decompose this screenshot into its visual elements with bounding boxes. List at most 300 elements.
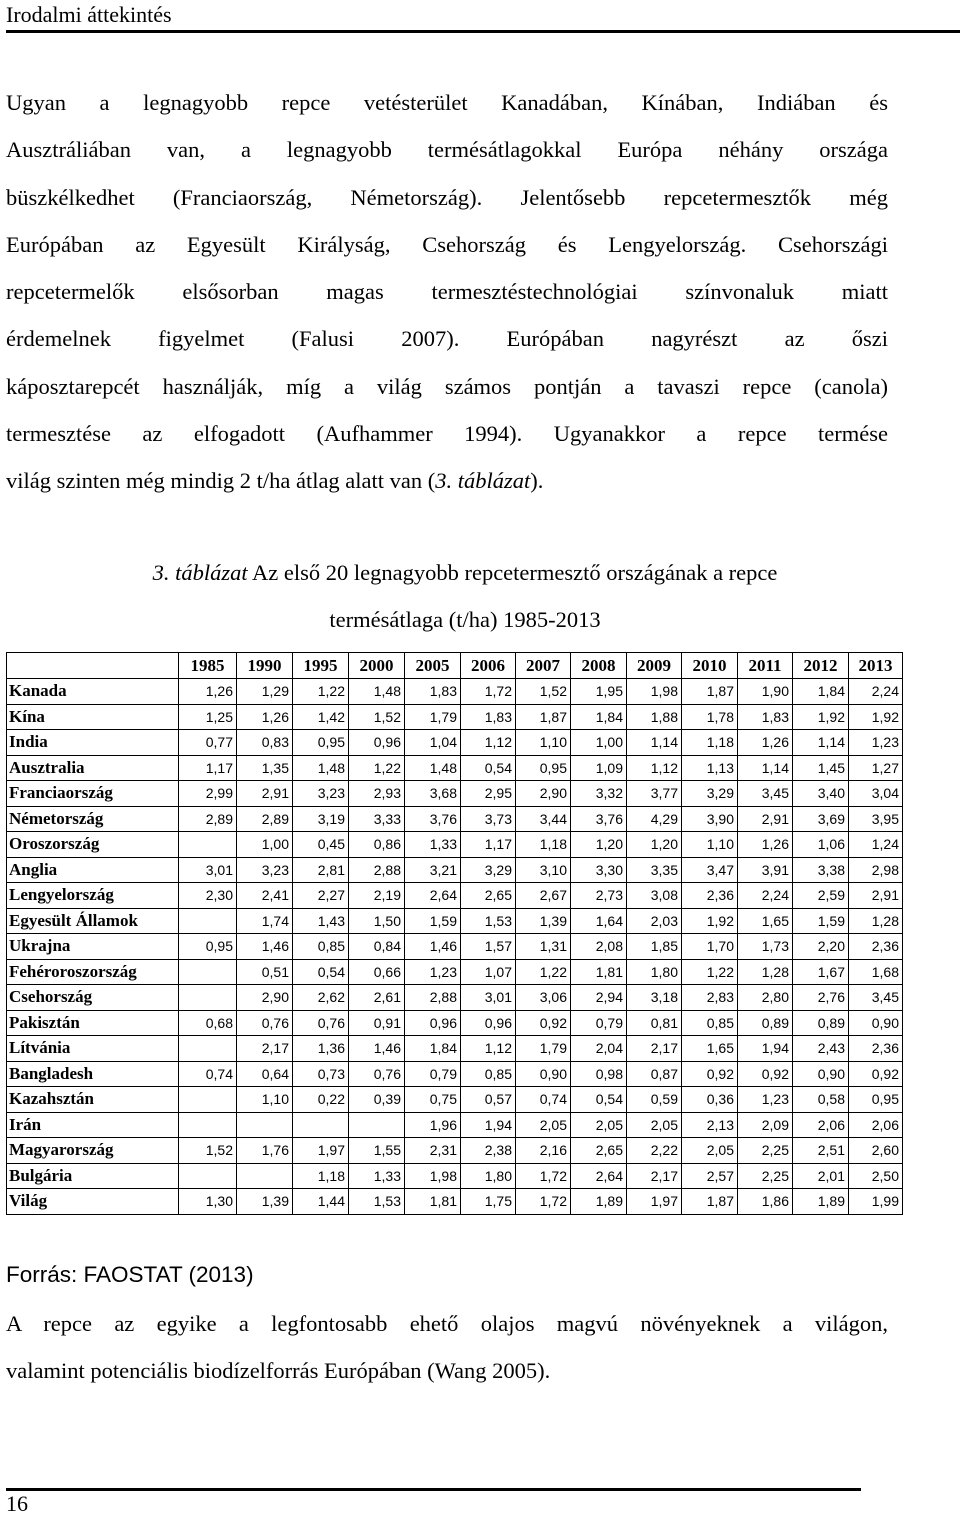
yield-cell: 0,54 (461, 755, 516, 781)
yield-cell: 3,76 (405, 806, 461, 832)
yield-cell: 1,48 (405, 755, 461, 781)
paragraph-line: repcetermelők elsősorban magas termesztéstechnológiai színvonaluk miatt (6, 279, 888, 305)
yield-cell (179, 908, 237, 934)
yield-cell: 1,46 (349, 1036, 405, 1062)
yield-cell: 2,91 (237, 781, 293, 807)
yield-cell: 2,24 (849, 679, 903, 705)
yield-cell: 0,77 (179, 730, 237, 756)
table-row (7, 832, 903, 858)
yield-cell: 3,73 (461, 806, 516, 832)
yield-cell: 1,12 (461, 1036, 516, 1062)
yield-cell: 1,85 (627, 934, 682, 960)
yield-cell: 1,98 (405, 1163, 461, 1189)
yield-cell: 3,47 (682, 857, 738, 883)
year-header: 2000 (349, 653, 405, 679)
country-cell: Lengyelország (7, 883, 179, 909)
yield-cell: 1,45 (793, 755, 849, 781)
yield-cell: 1,50 (349, 908, 405, 934)
country-cell: Kanada (7, 679, 179, 705)
yield-cell: 1,22 (349, 755, 405, 781)
yield-cell: 2,76 (793, 985, 849, 1011)
yield-cell: 1,70 (682, 934, 738, 960)
yield-cell (179, 1087, 237, 1113)
yield-cell: 1,57 (461, 934, 516, 960)
country-cell: Németország (7, 806, 179, 832)
yield-cell: 2,91 (849, 883, 903, 909)
yield-cell: 3,21 (405, 857, 461, 883)
yield-cell: 2,08 (571, 934, 627, 960)
yield-cell: 1,26 (738, 832, 793, 858)
yield-cell: 2,88 (405, 985, 461, 1011)
yield-cell: 3,10 (516, 857, 571, 883)
yield-cell: 0,91 (349, 1010, 405, 1036)
yield-cell: 1,67 (793, 959, 849, 985)
yield-cell: 2,81 (293, 857, 349, 883)
yield-cell: 1,14 (627, 730, 682, 756)
year-header: 1985 (179, 653, 237, 679)
yield-cell: 1,52 (179, 1138, 237, 1164)
yield-cell: 3,91 (738, 857, 793, 883)
yield-cell: 3,77 (627, 781, 682, 807)
yield-cell: 1,20 (571, 832, 627, 858)
yield-cell: 2,98 (849, 857, 903, 883)
country-cell: Egyesült Államok (7, 908, 179, 934)
yield-cell: 2,65 (461, 883, 516, 909)
yield-cell: 1,65 (738, 908, 793, 934)
page-number: 16 (6, 1491, 28, 1516)
yield-cell (179, 1112, 237, 1138)
yield-cell: 1,81 (571, 959, 627, 985)
yield-cell: 2,57 (682, 1163, 738, 1189)
yield-cell: 0,90 (516, 1061, 571, 1087)
yield-cell: 3,08 (627, 883, 682, 909)
table-row (7, 959, 903, 985)
yield-cell: 2,90 (516, 781, 571, 807)
table-body (7, 679, 903, 1215)
yield-cell: 1,10 (682, 832, 738, 858)
yield-cell: 1,98 (627, 679, 682, 705)
yield-cell: 1,28 (849, 908, 903, 934)
year-header: 2005 (405, 653, 461, 679)
yield-cell: 3,04 (849, 781, 903, 807)
yield-cell: 1,43 (293, 908, 349, 934)
yield-cell: 2,64 (571, 1163, 627, 1189)
yield-cell: 1,73 (738, 934, 793, 960)
yield-cell: 1,99 (849, 1189, 903, 1215)
yield-cell: 0,54 (571, 1087, 627, 1113)
year-header: 2009 (627, 653, 682, 679)
country-cell: India (7, 730, 179, 756)
table-caption-line1 (0, 549, 945, 596)
yield-cell: 2,05 (516, 1112, 571, 1138)
yield-cell (179, 1163, 237, 1189)
yield-cell: 0,83 (237, 730, 293, 756)
yield-cell: 3,32 (571, 781, 627, 807)
yield-cell: 1,90 (738, 679, 793, 705)
yield-cell: 1,14 (793, 730, 849, 756)
country-cell: Ausztralia (7, 755, 179, 781)
yield-cell: 0,87 (627, 1061, 682, 1087)
yield-cell: 0,98 (571, 1061, 627, 1087)
yield-cell: 2,83 (682, 985, 738, 1011)
yield-cell: 0,68 (179, 1010, 237, 1036)
yield-cell: 2,50 (849, 1163, 903, 1189)
yield-cell: 1,83 (738, 704, 793, 730)
yield-cell: 1,23 (738, 1087, 793, 1113)
yield-cell: 3,76 (571, 806, 627, 832)
yield-cell: 0,92 (849, 1061, 903, 1087)
yield-cell: 1,46 (237, 934, 293, 960)
yield-cell: 2,60 (849, 1138, 903, 1164)
yield-cell: 2,36 (682, 883, 738, 909)
yield-cell: 2,90 (237, 985, 293, 1011)
yield-cell: 3,90 (682, 806, 738, 832)
yield-cell: 1,04 (405, 730, 461, 756)
table-row (7, 1138, 903, 1164)
yield-cell: 1,23 (849, 730, 903, 756)
year-header: 2007 (516, 653, 571, 679)
yield-cell: 2,06 (793, 1112, 849, 1138)
yield-cell (349, 1112, 405, 1138)
yield-cell: 0,51 (237, 959, 293, 985)
paragraph-line: büszkélkedhet (Franciaország, Németország). Jelentősebb repcetermesztők még (6, 184, 888, 210)
table-row (7, 1112, 903, 1138)
yield-cell: 1,75 (461, 1189, 516, 1215)
yield-cell: 0,66 (349, 959, 405, 985)
yield-cell: 0,95 (179, 934, 237, 960)
yield-cell: 1,92 (849, 704, 903, 730)
yield-cell: 1,86 (738, 1189, 793, 1215)
country-cell: Világ (7, 1189, 179, 1215)
country-cell: Pakisztán (7, 1010, 179, 1036)
yield-cell: 1,76 (237, 1138, 293, 1164)
yield-cell: 0,76 (349, 1061, 405, 1087)
yield-cell: 1,79 (405, 704, 461, 730)
yield-cell: 2,80 (738, 985, 793, 1011)
yield-cell: 2,64 (405, 883, 461, 909)
yield-cell: 3,44 (516, 806, 571, 832)
yield-cell: 0,76 (237, 1010, 293, 1036)
yield-cell: 1,09 (571, 755, 627, 781)
yield-cell: 0,57 (461, 1087, 516, 1113)
yield-cell: 1,81 (405, 1189, 461, 1215)
yield-cell: 1,80 (461, 1163, 516, 1189)
yield-cell (237, 1163, 293, 1189)
yield-cell: 2,73 (571, 883, 627, 909)
yield-cell: 1,18 (516, 832, 571, 858)
paragraph-line: érdemelnek figyelmet (Falusi 2007). Európában nagyrészt az őszi (6, 326, 888, 352)
yield-cell: 0,90 (793, 1061, 849, 1087)
yield-cell: 2,65 (571, 1138, 627, 1164)
yield-cell: 1,20 (627, 832, 682, 858)
yield-table (6, 652, 903, 1215)
country-cell: Oroszország (7, 832, 179, 858)
yield-cell: 1,13 (682, 755, 738, 781)
year-header: 2010 (682, 653, 738, 679)
yield-cell: 2,17 (627, 1163, 682, 1189)
country-cell: Fehéroroszország (7, 959, 179, 985)
yield-cell: 2,05 (627, 1112, 682, 1138)
yield-cell: 2,24 (738, 883, 793, 909)
yield-cell: 0,54 (293, 959, 349, 985)
year-header: 1995 (293, 653, 349, 679)
yield-cell: 1,18 (682, 730, 738, 756)
yield-cell: 2,09 (738, 1112, 793, 1138)
yield-cell: 1,84 (405, 1036, 461, 1062)
yield-cell: 0,95 (849, 1087, 903, 1113)
yield-cell: 3,23 (293, 781, 349, 807)
yield-cell: 2,06 (849, 1112, 903, 1138)
yield-cell: 0,85 (682, 1010, 738, 1036)
country-cell: Kazahsztán (7, 1087, 179, 1113)
page-header (6, 0, 960, 30)
yield-cell: 1,89 (793, 1189, 849, 1215)
yield-cell: 1,07 (461, 959, 516, 985)
year-header: 1990 (237, 653, 293, 679)
yield-cell: 0,74 (179, 1061, 237, 1087)
yield-cell: 0,90 (849, 1010, 903, 1036)
paragraph-line: Ugyan a legnagyobb repce vetésterület Kanadában, Kínában, Indiában és (6, 90, 888, 115)
yield-cell: 1,89 (571, 1189, 627, 1215)
country-cell: Kína (7, 704, 179, 730)
yield-cell (179, 985, 237, 1011)
yield-cell: 1,48 (349, 679, 405, 705)
yield-cell: 1,53 (349, 1189, 405, 1215)
yield-cell: 1,92 (682, 908, 738, 934)
yield-cell: 1,28 (738, 959, 793, 985)
yield-cell: 2,89 (179, 806, 237, 832)
yield-cell: 1,52 (349, 704, 405, 730)
country-cell: Csehország (7, 985, 179, 1011)
yield-cell: 1,33 (349, 1163, 405, 1189)
yield-cell: 1,48 (293, 755, 349, 781)
yield-cell: 1,39 (516, 908, 571, 934)
yield-cell: 3,29 (682, 781, 738, 807)
country-cell: Franciaország (7, 781, 179, 807)
yield-cell: 2,03 (627, 908, 682, 934)
yield-cell: 1,53 (461, 908, 516, 934)
yield-cell: 1,14 (738, 755, 793, 781)
yield-cell: 3,19 (293, 806, 349, 832)
yield-cell: 1,12 (461, 730, 516, 756)
yield-cell: 3,45 (849, 985, 903, 1011)
yield-cell: 1,31 (516, 934, 571, 960)
yield-cell: 1,22 (682, 959, 738, 985)
table-source: Forrás: FAOSTAT (2013) (6, 1262, 254, 1287)
yield-cell: 2,91 (738, 806, 793, 832)
yield-cell: 3,40 (793, 781, 849, 807)
yield-cell: 0,92 (516, 1010, 571, 1036)
yield-cell: 0,96 (405, 1010, 461, 1036)
text-segment: világ szinten még mindig 2 t/ha átlag alatt van ( (6, 468, 436, 494)
closing-paragraph (6, 1300, 888, 1395)
yield-cell: 1,18 (293, 1163, 349, 1189)
table-row (7, 857, 903, 883)
table-row (7, 806, 903, 832)
yield-cell: 2,25 (738, 1138, 793, 1164)
text-segment: ). (530, 468, 544, 494)
yield-cell: 1,33 (405, 832, 461, 858)
yield-cell: 1,17 (179, 755, 237, 781)
yield-cell: 1,87 (682, 1189, 738, 1215)
yield-cell: 3,23 (237, 857, 293, 883)
yield-cell: 2,61 (349, 985, 405, 1011)
yield-cell: 2,25 (738, 1163, 793, 1189)
country-cell: Anglia (7, 857, 179, 883)
yield-cell: 2,04 (571, 1036, 627, 1062)
yield-cell: 1,64 (571, 908, 627, 934)
yield-cell: 0,92 (738, 1061, 793, 1087)
yield-cell: 1,00 (571, 730, 627, 756)
yield-cell: 0,73 (293, 1061, 349, 1087)
yield-cell: 1,72 (516, 1163, 571, 1189)
paragraph-line: A repce az egyike a legfontosabb ehető olajos magvú növényeknek a világon, (6, 1311, 888, 1336)
yield-cell: 2,05 (682, 1138, 738, 1164)
yield-cell: 1,59 (405, 908, 461, 934)
yield-cell: 3,38 (793, 857, 849, 883)
yield-cell: 0,59 (627, 1087, 682, 1113)
yield-cell (179, 832, 237, 858)
table-row (7, 679, 903, 705)
table-row (7, 1087, 903, 1113)
yield-cell: 1,12 (627, 755, 682, 781)
yield-cell: 0,76 (293, 1010, 349, 1036)
yield-cell: 1,44 (293, 1189, 349, 1215)
yield-cell: 2,19 (349, 883, 405, 909)
year-header: 2013 (849, 653, 903, 679)
table-row (7, 704, 903, 730)
yield-cell: 3,33 (349, 806, 405, 832)
yield-cell: 1,10 (237, 1087, 293, 1113)
yield-cell: 2,93 (349, 781, 405, 807)
year-header: 2008 (571, 653, 627, 679)
country-cell: Bulgária (7, 1163, 179, 1189)
yield-cell: 2,38 (461, 1138, 516, 1164)
yield-cell: 3,69 (793, 806, 849, 832)
year-header: 2011 (738, 653, 793, 679)
yield-cell: 1,96 (405, 1112, 461, 1138)
yield-cell: 0,74 (516, 1087, 571, 1113)
yield-cell: 0,81 (627, 1010, 682, 1036)
paragraph-line: Ausztráliában van, a legnagyobb termésátlagokkal Európa néhány országa (6, 137, 888, 163)
yield-cell: 0,89 (793, 1010, 849, 1036)
table-caption-text: Az első 20 legnagyobb repcetermesztő országának a repce (247, 560, 778, 585)
yield-cell: 0,96 (461, 1010, 516, 1036)
yield-cell: 0,96 (349, 730, 405, 756)
yield-cell: 2,17 (237, 1036, 293, 1062)
yield-cell: 3,01 (179, 857, 237, 883)
yield-cell: 0,36 (682, 1087, 738, 1113)
table-row (7, 985, 903, 1011)
corner-cell (7, 653, 179, 679)
table-header-row (7, 653, 903, 679)
yield-cell: 2,59 (793, 883, 849, 909)
yield-cell: 2,31 (405, 1138, 461, 1164)
yield-cell: 1,92 (793, 704, 849, 730)
yield-cell: 3,30 (571, 857, 627, 883)
yield-cell: 3,45 (738, 781, 793, 807)
yield-cell (237, 1112, 293, 1138)
yield-cell: 3,18 (627, 985, 682, 1011)
yield-cell: 0,45 (293, 832, 349, 858)
yield-cell: 1,23 (405, 959, 461, 985)
yield-cell: 1,00 (237, 832, 293, 858)
yield-cell: 1,72 (461, 679, 516, 705)
yield-cell: 1,79 (516, 1036, 571, 1062)
yield-cell: 0,86 (349, 832, 405, 858)
yield-cell: 0,58 (793, 1087, 849, 1113)
yield-cell: 2,27 (293, 883, 349, 909)
paragraph-line: valamint potenciális biodízelforrás Európában (Wang 2005). (6, 1358, 551, 1384)
yield-cell: 1,39 (237, 1189, 293, 1215)
yield-cell (179, 959, 237, 985)
yield-cell: 1,46 (405, 934, 461, 960)
yield-cell: 0,75 (405, 1087, 461, 1113)
yield-cell: 2,22 (627, 1138, 682, 1164)
paragraph-line: káposztarepcét használják, míg a világ számos pontján a tavaszi repce (canola) (6, 373, 888, 399)
yield-cell: 1,74 (237, 908, 293, 934)
yield-cell: 2,36 (849, 1036, 903, 1062)
table-row (7, 781, 903, 807)
yield-cell: 0,89 (738, 1010, 793, 1036)
yield-cell: 2,94 (571, 985, 627, 1011)
yield-cell: 0,39 (349, 1087, 405, 1113)
yield-cell (179, 1036, 237, 1062)
yield-cell: 1,83 (461, 704, 516, 730)
yield-cell: 1,65 (682, 1036, 738, 1062)
yield-cell: 0,85 (461, 1061, 516, 1087)
yield-cell: 0,64 (237, 1061, 293, 1087)
table-row (7, 1061, 903, 1087)
yield-cell: 1,10 (516, 730, 571, 756)
yield-cell: 1,29 (237, 679, 293, 705)
table-reference: 3. táblázat (435, 468, 531, 494)
paragraph-line: Európában az Egyesült Királyság, Csehország és Lengyelország. Csehországi (6, 231, 888, 257)
yield-cell: 1,83 (405, 679, 461, 705)
yield-cell: 2,43 (793, 1036, 849, 1062)
yield-cell: 1,26 (179, 679, 237, 705)
yield-cell: 1,94 (738, 1036, 793, 1062)
yield-cell: 2,16 (516, 1138, 571, 1164)
paragraph-last-line (6, 457, 888, 504)
year-header: 2006 (461, 653, 516, 679)
yield-cell: 1,88 (627, 704, 682, 730)
yield-cell: 1,97 (627, 1189, 682, 1215)
yield-cell: 1,36 (293, 1036, 349, 1062)
yield-cell: 4,29 (627, 806, 682, 832)
yield-cell: 1,78 (682, 704, 738, 730)
yield-cell: 0,92 (682, 1061, 738, 1087)
yield-cell: 3,68 (405, 781, 461, 807)
yield-cell: 2,01 (793, 1163, 849, 1189)
yield-cell: 1,72 (516, 1189, 571, 1215)
table-row (7, 934, 903, 960)
table-caption-ref: 3. táblázat (152, 560, 248, 585)
yield-cell: 0,79 (405, 1061, 461, 1087)
yield-cell: 1,55 (349, 1138, 405, 1164)
country-cell: Magyarország (7, 1138, 179, 1164)
yield-cell: 1,26 (738, 730, 793, 756)
yield-cell: 2,36 (849, 934, 903, 960)
yield-cell: 1,35 (237, 755, 293, 781)
yield-cell: 2,05 (571, 1112, 627, 1138)
table-row (7, 1189, 903, 1215)
yield-cell: 0,22 (293, 1087, 349, 1113)
yield-cell: 1,84 (571, 704, 627, 730)
yield-cell: 1,97 (293, 1138, 349, 1164)
yield-cell: 0,95 (516, 755, 571, 781)
country-cell: Irán (7, 1112, 179, 1138)
